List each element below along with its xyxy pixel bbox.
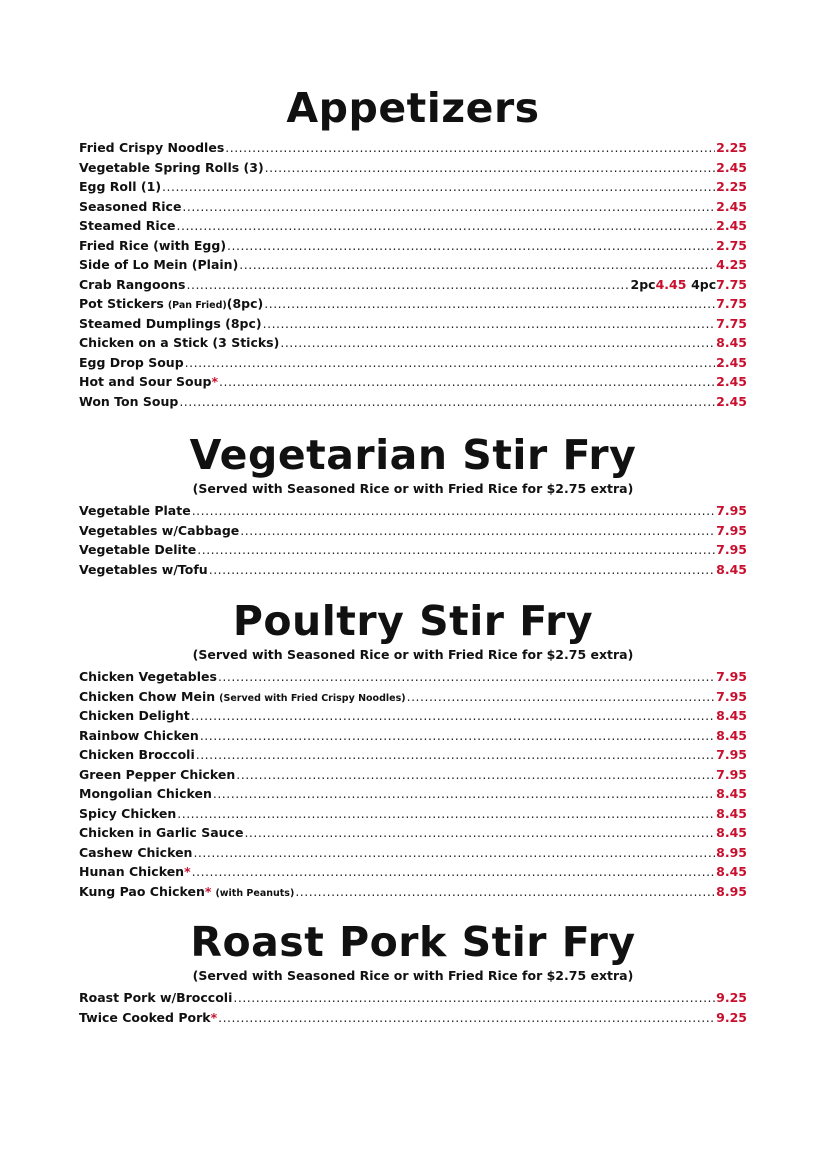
menu-item (79, 745, 747, 765)
item-name: Chicken Vegetables (79, 669, 217, 684)
menu-item (79, 823, 747, 843)
dot-leader (196, 745, 715, 765)
item-name: Chicken Delight (79, 708, 190, 723)
item-name-suffix: (8pc) (226, 296, 264, 311)
item-name: Chicken Chow Mein (79, 688, 216, 704)
dot-leader (225, 138, 715, 158)
dot-leader (227, 236, 715, 256)
menu-item (79, 706, 747, 726)
spicy-marker: * (211, 374, 218, 389)
item-name: Fried Crispy Noodles (79, 140, 225, 155)
item-price: 8.45 (716, 335, 747, 350)
dot-leader (219, 372, 715, 392)
dot-leader (407, 687, 716, 707)
item-name: Side of Lo Mein (Plain) (79, 257, 239, 272)
section-vegetarian-stir-fry (79, 431, 747, 579)
item-name: Vegetable Plate (79, 503, 191, 518)
menu-item (79, 353, 747, 373)
dot-leader (244, 823, 715, 843)
menu-item (79, 687, 747, 707)
dot-leader (265, 158, 715, 178)
menu-item (79, 158, 747, 178)
menu-item (79, 294, 747, 314)
item-price: 2.75 (716, 237, 747, 253)
item-name: Chicken on a Stick (3 Sticks) (79, 335, 280, 350)
item-price: 8.45 (716, 561, 747, 577)
item-name: Vegetable Delite (79, 542, 197, 557)
section-note: (Served with Seasoned Rice or with Fried Rice for $2.75 extra) (192, 968, 634, 983)
item-name: Roast Pork w/Broccoli (79, 990, 233, 1005)
tier-label: 2pc (630, 276, 656, 292)
item-price: 2.45 (716, 374, 747, 389)
item-name: Won Ton Soup (79, 393, 179, 409)
item-name: Rainbow Chicken (79, 727, 199, 743)
dot-leader (213, 784, 715, 804)
item-name: Chicken Broccoli (79, 747, 195, 762)
item-note: (with Peanuts) (215, 887, 295, 899)
dot-leader (187, 275, 630, 295)
spicy-marker: * (184, 864, 191, 879)
item-name: Hunan Chicken (79, 864, 185, 879)
item-note: (Pan Fried) (167, 300, 227, 311)
menu-item (79, 333, 747, 353)
item-name: Seasoned Rice (79, 198, 182, 214)
dot-leader (218, 667, 715, 687)
dot-leader (177, 804, 715, 824)
menu-item (79, 177, 747, 197)
item-price: 7.95 (716, 766, 747, 782)
item-price: 9.25 (716, 990, 747, 1005)
spicy-marker: * (210, 1009, 218, 1025)
dot-leader (192, 501, 715, 521)
item-name: Steamed Dumplings (8pc) (79, 315, 262, 331)
item-name: Hot and Sour Soup (79, 374, 212, 389)
dot-leader (185, 353, 716, 373)
item-price: 7.95 (716, 522, 747, 538)
item-price: 8.45 (716, 727, 747, 743)
item-price: 8.45 (716, 805, 747, 821)
section-roast-pork-stir-fry (79, 918, 747, 1027)
item-price: 8.45 (716, 825, 747, 840)
dot-leader (280, 333, 715, 353)
item-price: 8.45 (716, 864, 747, 879)
spicy-marker: * (204, 883, 212, 899)
menu-item (79, 255, 747, 275)
menu-item (79, 314, 747, 334)
item-name: Vegetables w/Cabbage (79, 522, 240, 538)
item-price: 8.95 (716, 844, 747, 860)
section-appetizers (79, 84, 747, 411)
item-name: Chicken in Garlic Sauce (79, 825, 244, 840)
menu-item (79, 862, 747, 882)
dot-leader (162, 177, 715, 197)
menu-item (79, 138, 747, 158)
menu-item (79, 843, 747, 863)
item-price: 2.25 (716, 179, 747, 194)
section-poultry-stir-fry (79, 597, 747, 901)
item-price: 7.95 (716, 688, 747, 704)
menu-item (79, 765, 747, 785)
menu-item (79, 521, 747, 541)
item-price: 8.45 (716, 786, 747, 801)
dot-leader (200, 726, 715, 746)
item-price: 7.95 (716, 669, 747, 684)
item-name: Cashew Chicken (79, 844, 193, 860)
dot-leader (179, 392, 715, 412)
section-title: Appetizers (286, 84, 540, 132)
section-note: (Served with Seasoned Rice or with Fried Rice for $2.75 extra) (192, 647, 634, 662)
item-name: Mongolian Chicken (79, 786, 212, 801)
section-title: Poultry Stir Fry (232, 597, 594, 645)
item-name: Steamed Rice (79, 218, 176, 233)
menu-item (79, 197, 747, 217)
item-name: Egg Roll (1) (79, 179, 162, 194)
item-name: Twice Cooked Pork (79, 1009, 211, 1025)
item-name: Pot Stickers (79, 296, 164, 311)
menu-item (79, 988, 747, 1008)
section-title: Vegetarian Stir Fry (189, 431, 637, 479)
item-price: 2.45 (716, 393, 747, 409)
menu-item (79, 275, 747, 295)
dot-leader (239, 255, 715, 275)
dot-leader (264, 294, 715, 314)
dot-leader (295, 882, 715, 902)
dot-leader (209, 560, 715, 580)
menu-item (79, 560, 747, 580)
dot-leader (192, 862, 716, 882)
dot-leader (182, 197, 715, 217)
menu-item (79, 667, 747, 687)
item-price: 4.45 (655, 276, 687, 292)
item-name: Crab Rangoons (79, 276, 186, 292)
dot-leader (197, 540, 715, 560)
item-price: 7.75 (716, 315, 747, 331)
menu-item (79, 372, 747, 392)
menu-item (79, 784, 747, 804)
item-price: 7.75 (716, 296, 747, 311)
dot-leader (193, 843, 715, 863)
item-name: Spicy Chicken (79, 805, 177, 821)
dot-leader (240, 521, 715, 541)
dot-leader (236, 765, 715, 785)
item-price: 7.75 (716, 276, 747, 292)
dot-leader (191, 706, 715, 726)
menu-item (79, 726, 747, 746)
tier-label: 4pc (691, 276, 717, 292)
dot-leader (233, 988, 715, 1008)
item-price: 2.45 (716, 354, 747, 370)
item-price: 2.25 (716, 140, 747, 155)
menu-item (79, 1008, 747, 1028)
item-name: Green Pepper Chicken (79, 766, 236, 782)
dot-leader (263, 314, 716, 334)
section-note: (Served with Seasoned Rice or with Fried Rice for $2.75 extra) (192, 481, 634, 496)
item-price: 2.45 (716, 198, 747, 214)
menu-item (79, 501, 747, 521)
item-price: 7.95 (716, 747, 747, 762)
dot-leader (218, 1008, 715, 1028)
menu-item (79, 236, 747, 256)
item-price: 2.45 (716, 159, 747, 175)
item-price: 8.45 (716, 708, 747, 723)
menu-item (79, 804, 747, 824)
item-price: 9.25 (716, 1009, 747, 1025)
item-name: Vegetables w/Tofu (79, 561, 208, 577)
item-name: Fried Rice (with Egg) (79, 237, 227, 253)
menu-item (79, 216, 747, 236)
item-name: Egg Drop Soup (79, 354, 184, 370)
item-price: 2.45 (716, 218, 747, 233)
item-price: 4.25 (716, 257, 747, 272)
item-price: 7.95 (716, 542, 747, 557)
item-name: Kung Pao Chicken (79, 883, 205, 899)
item-price: 7.95 (716, 503, 747, 518)
menu-item (79, 882, 747, 902)
item-price: 8.95 (716, 883, 747, 899)
dot-leader (177, 216, 716, 236)
section-title: Roast Pork Stir Fry (190, 918, 636, 966)
menu-item (79, 540, 747, 560)
menu-item (79, 392, 747, 412)
item-note: (Served with Fried Crispy Noodles) (219, 692, 406, 704)
item-name: Vegetable Spring Rolls (3) (79, 159, 264, 175)
